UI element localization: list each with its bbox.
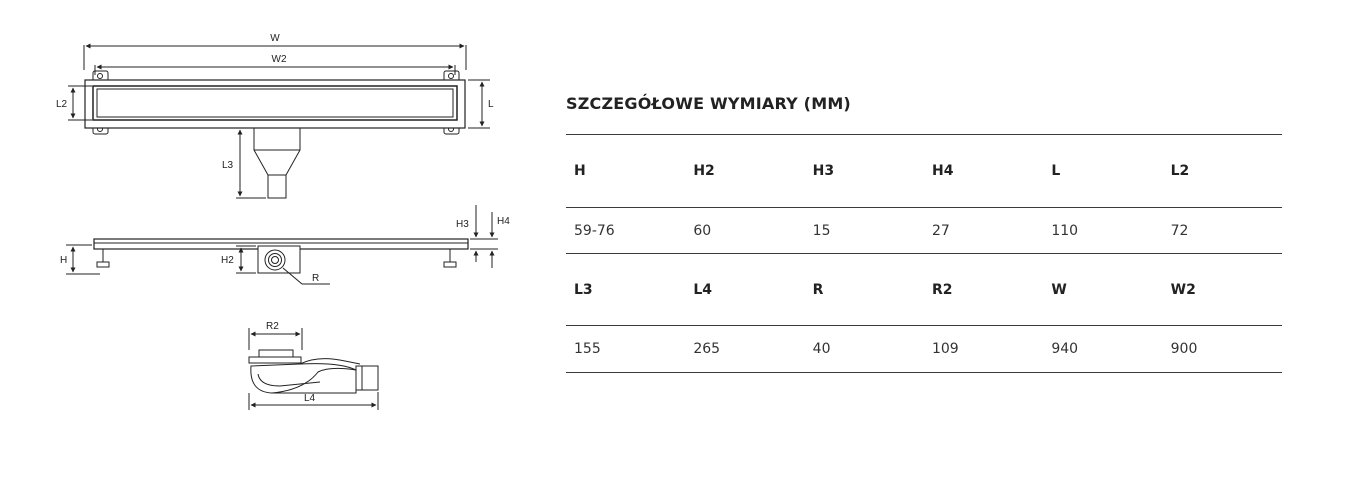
value-cell: 40 bbox=[805, 326, 924, 373]
value-cell: 59-76 bbox=[566, 208, 685, 254]
section-title: SZCZEGÓŁOWE WYMIARY (MM) bbox=[566, 94, 851, 113]
header-cell: H4 bbox=[924, 135, 1043, 208]
value-cell: 109 bbox=[924, 326, 1043, 373]
label-w: W bbox=[270, 33, 280, 44]
label-h4: H4 bbox=[497, 216, 510, 227]
label-l: L bbox=[488, 99, 494, 110]
header-cell: H bbox=[566, 135, 685, 208]
label-l2: L2 bbox=[56, 99, 68, 110]
dimensions-table bbox=[566, 134, 1282, 373]
value-cell: 900 bbox=[1163, 326, 1282, 373]
value-cell: 110 bbox=[1043, 208, 1162, 254]
header-cell: L4 bbox=[685, 254, 804, 326]
top-view bbox=[68, 45, 490, 198]
label-r: R bbox=[312, 273, 320, 284]
header-cell: H2 bbox=[685, 135, 804, 208]
label-h3: H3 bbox=[456, 219, 469, 230]
table-row bbox=[566, 135, 1282, 208]
label-w2: W2 bbox=[271, 54, 287, 65]
header-cell: L2 bbox=[1163, 135, 1282, 208]
label-r2: R2 bbox=[266, 321, 279, 332]
label-l4: L4 bbox=[304, 393, 316, 404]
label-l3: L3 bbox=[222, 160, 234, 171]
header-cell: R2 bbox=[924, 254, 1043, 326]
technical-drawing bbox=[0, 0, 540, 491]
header-cell: L bbox=[1043, 135, 1162, 208]
table-row bbox=[566, 208, 1282, 254]
value-cell: 155 bbox=[566, 326, 685, 373]
label-h2: H2 bbox=[221, 255, 234, 266]
header-cell: W bbox=[1043, 254, 1162, 326]
header-cell: R bbox=[805, 254, 924, 326]
value-cell: 265 bbox=[685, 326, 804, 373]
table-row bbox=[566, 254, 1282, 326]
value-cell: 72 bbox=[1163, 208, 1282, 254]
header-cell: H3 bbox=[805, 135, 924, 208]
value-cell: 60 bbox=[685, 208, 804, 254]
header-cell: L3 bbox=[566, 254, 685, 326]
label-h: H bbox=[60, 255, 68, 266]
value-cell: 27 bbox=[924, 208, 1043, 254]
side-view bbox=[66, 205, 498, 284]
table-row bbox=[566, 326, 1282, 373]
header-cell: W2 bbox=[1163, 254, 1282, 326]
value-cell: 940 bbox=[1043, 326, 1162, 373]
value-cell: 15 bbox=[805, 208, 924, 254]
